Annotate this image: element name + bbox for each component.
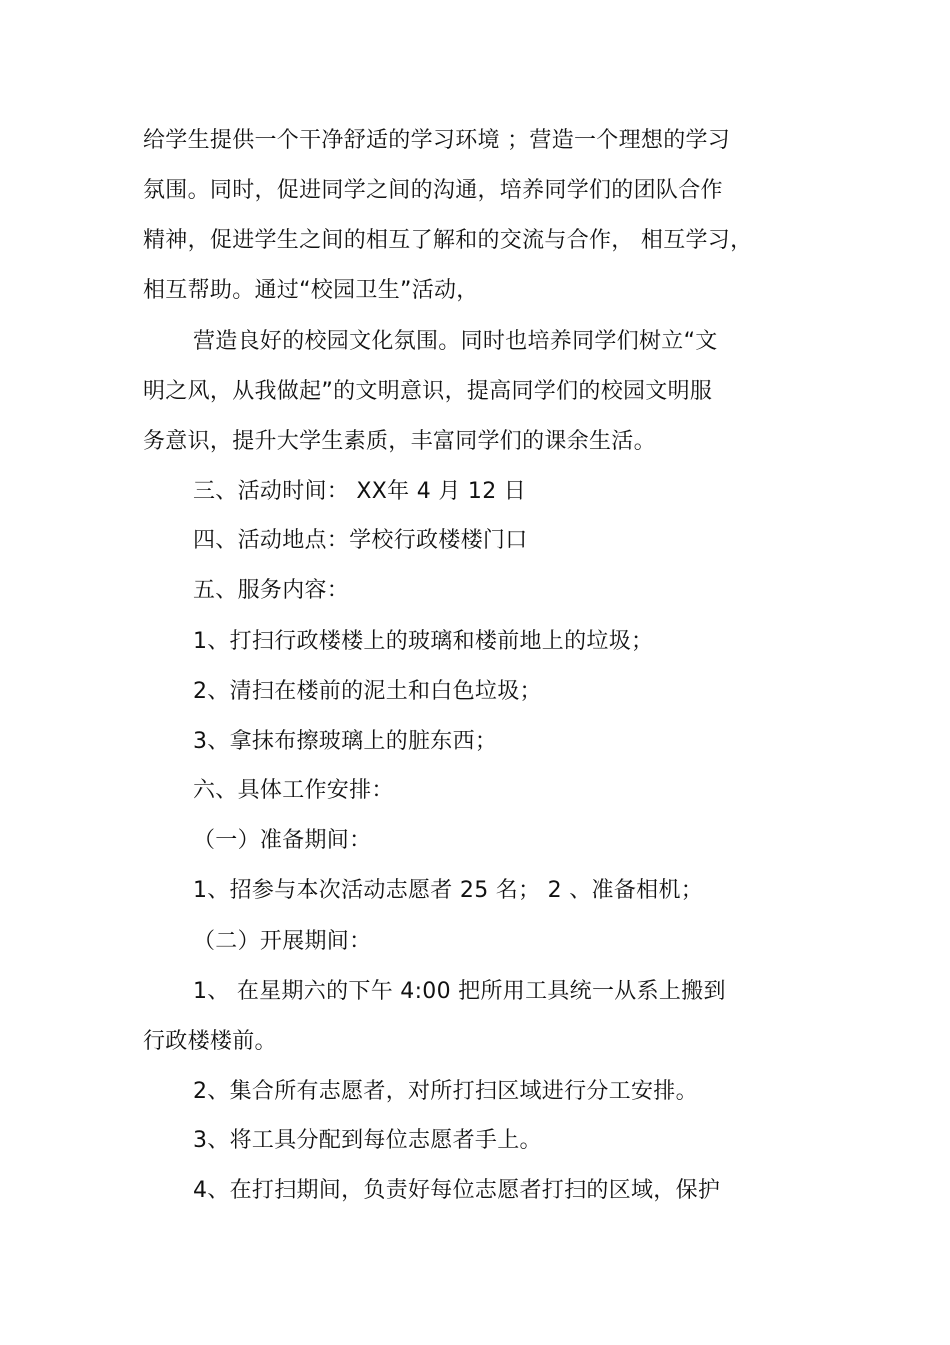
activity-location-line: 四、活动地点：学校行政楼楼门口: [193, 528, 528, 553]
list-item: 1、打扫行政楼楼上的玻璃和楼前地上的垃圾；: [193, 629, 654, 654]
list-item: 2、清扫在楼前的泥土和白色垃圾；: [193, 679, 542, 704]
paragraph-line: 给学生提供一个干净舒适的学习环境 ；营造一个理想的学习: [143, 128, 731, 153]
paragraph-line: 精神，促进学生之间的相互了解和的交流与合作， 相互学习，: [143, 228, 753, 253]
section-heading: 五、服务内容：: [193, 578, 350, 603]
section-heading: 六、具体工作安排：: [193, 778, 394, 803]
list-item: 1、招参与本次活动志愿者 25 名； 2 、准备相机；: [193, 878, 704, 903]
subsection-heading: （二）开展期间：: [193, 929, 372, 954]
list-item: 1、 在星期六的下午 4:00 把所用工具统一从系上搬到: [193, 979, 726, 1004]
paragraph-line: 务意识，提升大学生素质，丰富同学们的课余生活。: [143, 429, 656, 454]
activity-time-line: 三、活动时间： XX年 4 月 12 日: [193, 479, 527, 504]
subsection-heading: （一）准备期间：: [193, 828, 372, 853]
list-item: 3、将工具分配到每位志愿者手上。: [193, 1128, 542, 1153]
list-item: 2、集合所有志愿者，对所打扫区域进行分工安排。: [193, 1079, 698, 1104]
list-item: 3、拿抹布擦玻璃上的脏东西；: [193, 729, 498, 754]
paragraph-line: 行政楼楼前。: [143, 1029, 277, 1054]
list-item: 4、在打扫期间，负责好每位志愿者打扫的区域，保护: [193, 1178, 721, 1203]
paragraph-line: 明之风，从我做起”的文明意识，提高同学们的校园文明服: [143, 379, 713, 404]
paragraph-line: 氛围。同时，促进同学之间的沟通，培养同学们的团队合作: [143, 178, 723, 203]
paragraph-line: 相互帮助。通过“校园卫生”活动，: [143, 278, 479, 303]
paragraph-line: 营造良好的校园文化氛围。同时也培养同学们树立“文: [193, 329, 718, 354]
